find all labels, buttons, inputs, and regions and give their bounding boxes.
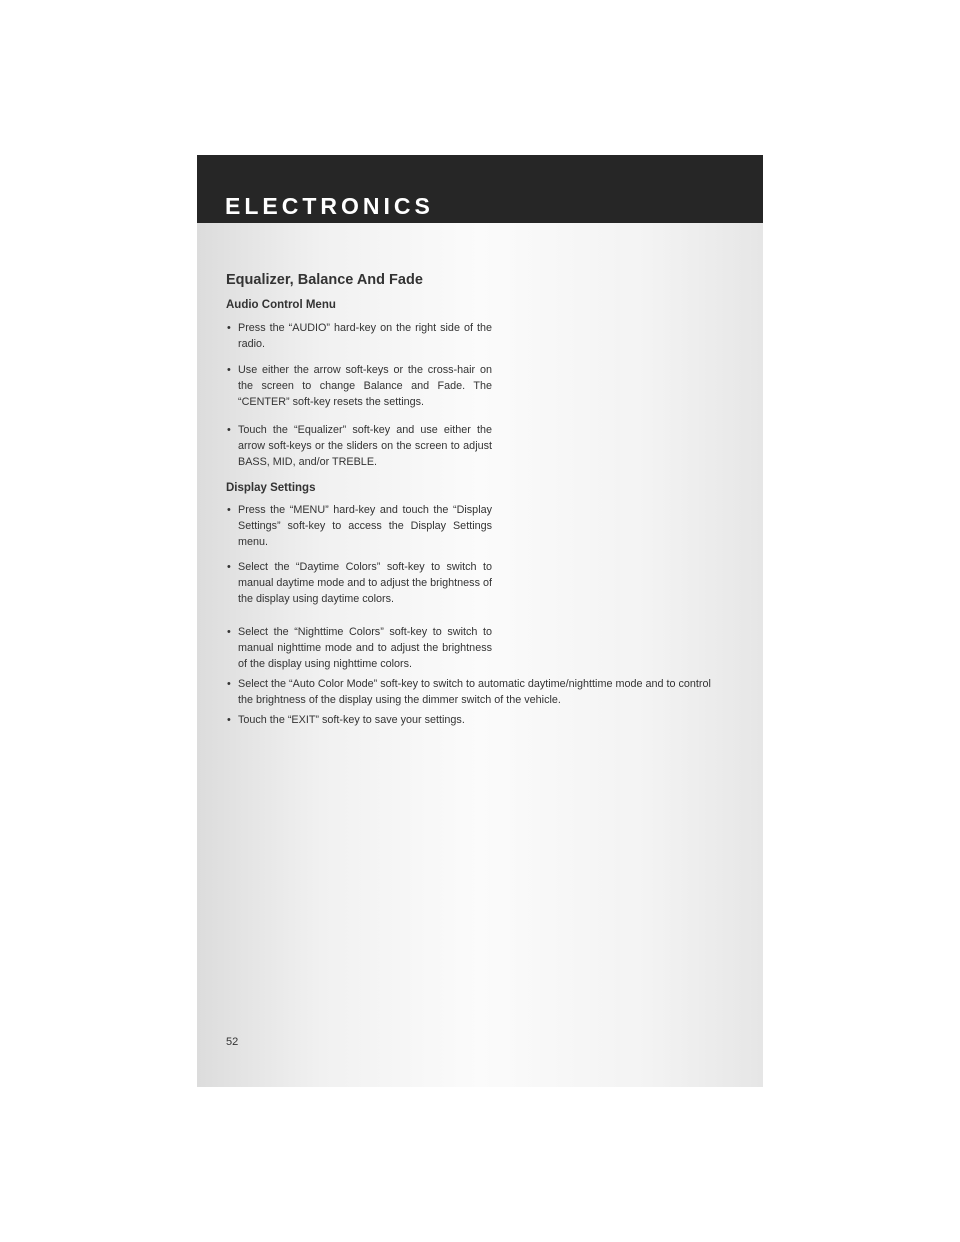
manual-page (197, 155, 763, 1087)
bullet-icon: • (227, 561, 231, 573)
page-number: 52 (226, 1036, 239, 1048)
list-item-text: Use either the arrow soft-keys or the cross-hair on the screen to change Balance and Fade. The “CENTER” soft-key resets the settings. (238, 364, 492, 408)
list-item-text: Select the “Nighttime Colors” soft-key to switch to manual nighttime mode and to adjust the brightness of the display using nighttime colors. (238, 626, 492, 670)
list-item (226, 624, 492, 672)
list-item (226, 676, 726, 708)
list-item (226, 422, 492, 470)
bullet-icon: • (227, 626, 231, 638)
list-item-text: Touch the “EXIT” soft-key to save your settings. (238, 714, 465, 726)
page-title: ELECTRONICS (225, 193, 434, 219)
bullet-icon: • (227, 424, 231, 436)
list-item (226, 712, 726, 728)
bullet-icon: • (227, 678, 231, 690)
list-item (226, 502, 492, 550)
list-item-text: Press the “MENU” hard-key and touch the “Display Settings” soft-key to access the Display Settings menu. (238, 504, 492, 548)
section-title: Equalizer, Balance And Fade (226, 272, 423, 288)
list-item-text: Select the “Daytime Colors” soft-key to switch to manual daytime mode and to adjust the brightness of the display using daytime colors. (238, 561, 492, 605)
list-item-text: Touch the “Equalizer” soft-key and use either the arrow soft-keys or the sliders on the screen to adjust BASS, MID, and/or TREBLE. (238, 424, 492, 468)
list-item (226, 320, 492, 352)
bullet-icon: • (227, 504, 231, 516)
display-settings-heading: Display Settings (226, 482, 316, 494)
list-item-text: Press the “AUDIO” hard-key on the right side of the radio. (238, 322, 492, 350)
bullet-icon: • (227, 364, 231, 376)
audio-control-heading: Audio Control Menu (226, 299, 336, 311)
page-content (197, 155, 763, 1087)
bullet-icon: • (227, 322, 231, 334)
list-item (226, 362, 492, 410)
list-item-text: Select the “Auto Color Mode” soft-key to switch to automatic daytime/nighttime mode and to control the brightness of the display using the dimmer switch of the vehicle. (238, 678, 711, 706)
list-item (226, 559, 492, 607)
bullet-icon: • (227, 714, 231, 726)
